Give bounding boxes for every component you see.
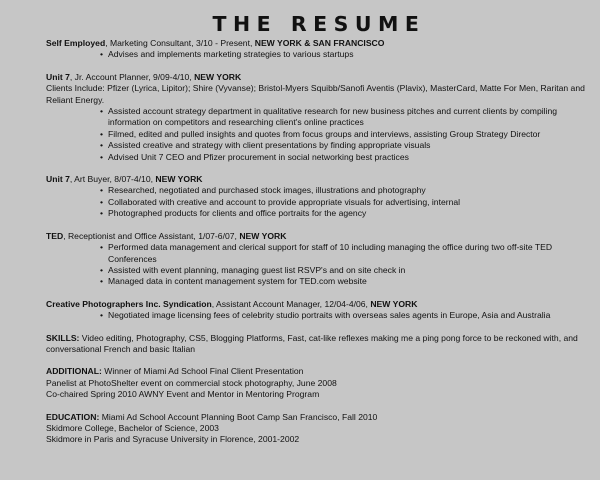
job-unit7-planner bbox=[46, 72, 588, 163]
employer-name: Self Employed bbox=[46, 38, 106, 48]
job-location: NEW YORK bbox=[194, 71, 242, 82]
additional-item: Co-chaired Spring 2010 AWNY Event and Mentor in Mentoring Program bbox=[46, 389, 320, 400]
job-role: , Assistant Account Manager, 12/04-4/06, bbox=[211, 298, 371, 309]
job-location: NEW YORK bbox=[239, 230, 287, 241]
additional-label: ADDITIONAL: bbox=[46, 366, 102, 377]
skills-text bbox=[46, 333, 588, 356]
employer-name: Unit 7 bbox=[46, 71, 70, 82]
job-role: , Jr. Account Planner, 9/09-4/10, bbox=[69, 71, 195, 82]
employer-name: Creative Photographers Inc. Syndication bbox=[46, 298, 212, 309]
job-role: , Marketing Consultant, 3/10 - Present, bbox=[105, 38, 255, 48]
skills-section bbox=[46, 333, 588, 356]
job-location: NEW YORK & SAN FRANCISCO bbox=[254, 38, 385, 48]
education-item: Miami Ad School Account Planning Boot Camp San Francisco, Fall 2010 bbox=[99, 411, 378, 422]
job-self-employed bbox=[46, 38, 588, 61]
job-unit7-art-buyer bbox=[46, 174, 588, 220]
job-role: , Art Buyer, 8/07-4/10, bbox=[69, 174, 156, 185]
bullet-item: • Assisted account strategy department in qualitative research for new business pitches and current clients by compiling information on competitors and researching client's online practices bbox=[100, 106, 588, 129]
job-header bbox=[46, 299, 588, 310]
education-section bbox=[46, 412, 588, 446]
bullet-item: • Performed data management and clerical support for staff of 10 including managing the office during two off-site TED Conferences bbox=[100, 242, 588, 265]
bullet-item: • Photographed products for clients and office portraits for the agency bbox=[100, 208, 588, 219]
bullet-item: • Advises and implements marketing strategies to various startups bbox=[100, 49, 588, 60]
additional-item: Winner of Miami Ad School Final Client Presentation bbox=[101, 366, 304, 377]
bullet-item: • Assisted with event planning, managing guest list RSVP's and on site check in bbox=[100, 265, 588, 276]
job-header bbox=[46, 72, 588, 83]
bullet-item: • Negotiated image licensing fees of celebrity studio portraits with overseas sales agents in Europe, Asia and Australia bbox=[100, 310, 588, 321]
additional-first-line bbox=[46, 366, 588, 377]
additional-item: Panelist at PhotoShelter event on commercial stock photography, June 2008 bbox=[46, 377, 337, 388]
bullet-item: • Advised Unit 7 CEO and Pfizer procurement in social networking best practices bbox=[100, 152, 588, 163]
job-bullets bbox=[46, 106, 588, 163]
bullet-item: • Researched, negotiated and purchased stock images, illustrations and photography bbox=[100, 185, 588, 196]
job-ted bbox=[46, 231, 588, 288]
bullet-item: • Collaborated with creative and account to provide appropriate visuals for advertising, internal bbox=[100, 197, 588, 208]
job-bullets bbox=[46, 49, 588, 60]
job-header bbox=[46, 231, 588, 242]
education-item: Skidmore in Paris and Syracuse University in Florence, 2001-2002 bbox=[46, 434, 300, 445]
education-item: Skidmore College, Bachelor of Science, 2003 bbox=[46, 422, 219, 433]
education-label: EDUCATION: bbox=[46, 411, 100, 422]
job-location: NEW YORK bbox=[155, 174, 203, 185]
employer-name: TED bbox=[46, 230, 64, 241]
clients-list: Clients Include: Pfizer (Lyrica, Lipitor); Shire (Vyvanse); Bristol-Myers Squibb/Sanofi Aventis (Plavix), MasterCard, Matte For Men, Raritan and Reliant Energy. bbox=[46, 83, 585, 105]
bullet-item: • Filmed, edited and pulled insights and quotes from focus groups and interviews, assisting Group Strategy Director bbox=[100, 129, 588, 140]
job-bullets bbox=[46, 310, 588, 321]
employer-name: Unit 7 bbox=[46, 174, 70, 185]
bullet-item: • Assisted creative and strategy with client presentations by finding appropriate visuals bbox=[100, 140, 588, 151]
additional-section bbox=[46, 366, 588, 400]
skills-label: SKILLS: bbox=[46, 332, 80, 343]
job-header bbox=[46, 174, 588, 185]
job-bullets bbox=[46, 185, 588, 219]
job-role: , Receptionist and Office Assistant, 1/07-6/07, bbox=[63, 230, 240, 241]
job-creative-photographers bbox=[46, 299, 588, 322]
job-header bbox=[46, 38, 588, 49]
job-location: NEW YORK bbox=[370, 298, 418, 309]
job-bullets bbox=[46, 242, 588, 288]
resume-title: THE RESUME bbox=[212, 12, 426, 36]
education-first-line bbox=[46, 412, 588, 423]
bullet-item: • Managed data in content management system for TED.com website bbox=[100, 276, 588, 287]
skills-list: Video editing, Photography, CS5, Blogging Platforms, Fast, cat-like reflexes making me a ping pong force to be reckoned with, and conversational French and basic Italian bbox=[46, 332, 578, 354]
